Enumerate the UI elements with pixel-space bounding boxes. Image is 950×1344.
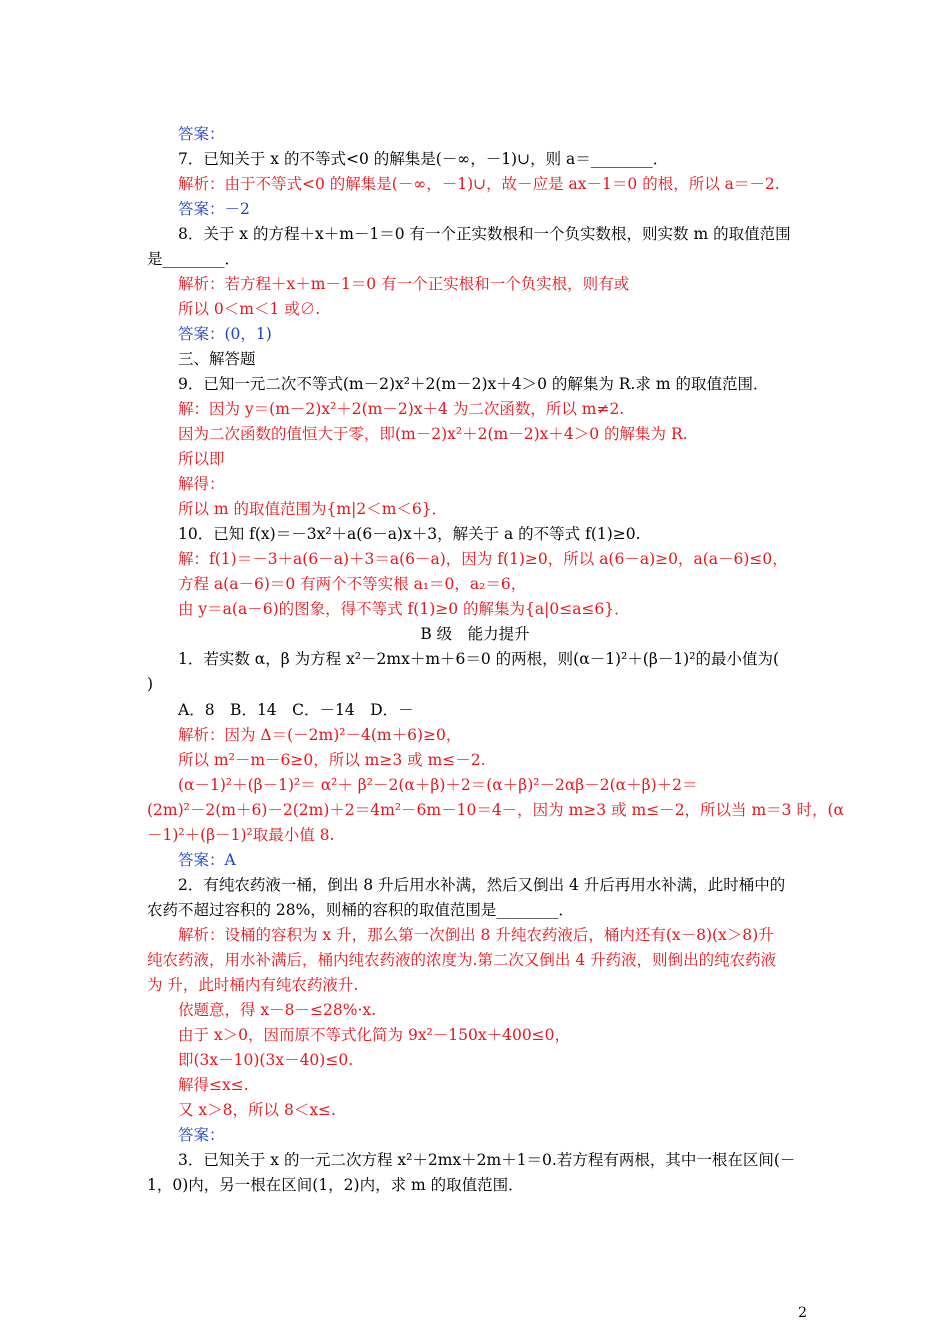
solution-9-line-5: 所以 m 的取值范围为{m|2＜m＜6}． bbox=[178, 500, 448, 518]
analysis-b1-line-1: 解析：因为 Δ＝(－2m)²－4(m＋6)≥0， bbox=[178, 726, 462, 744]
analysis-b2-line-1: 解析：设桶的容积为 x 升，那么第一次倒出 8 升纯农药液后，桶内还有(x－8)(x＞8)升 bbox=[178, 926, 774, 944]
answer-7: 答案：－2 bbox=[178, 200, 250, 218]
analysis-b1-line-5: －1)²＋(β－1)²取最小值 8. bbox=[147, 826, 335, 844]
solution-10-line-3: 由 y＝a(a－6)的图象，得不等式 f(1)≥0 的解集为{a|0≤a≤6}． bbox=[178, 600, 630, 618]
analysis-b2-line-8: 又 x＞8，所以 8＜x≤. bbox=[178, 1101, 336, 1119]
analysis-8-line-2: 所以 0＜m＜1 或∅. bbox=[178, 300, 321, 318]
solution-9-line-1: 解：因为 y＝(m－2)x²＋2(m－2)x＋4 为二次函数，所以 m≠2. bbox=[178, 400, 625, 418]
question-b2-line-2: 农药不超过容积的 28%，则桶的容积的取值范围是________． bbox=[147, 901, 574, 919]
question-8-line-1: 8．关于 x 的方程＋x＋m－1＝0 有一个正实数根和一个负实数根，则实数 m 的取值范围 bbox=[178, 225, 791, 243]
solution-10-line-1: 解：f(1)＝－3＋a(6－a)＋3＝a(6－a)，因为 f(1)≥0，所以 a(6－a)≥0，a(a－6)≤0， bbox=[178, 550, 788, 568]
section-heading-level-b: B 级 能力提升 bbox=[420, 625, 530, 643]
answer-label-6: 答案： bbox=[178, 125, 225, 143]
question-b1-options: A．8 B．14 C．－14 D．－ bbox=[178, 701, 414, 719]
analysis-b2-line-4: 依题意，得 x－8－≤28%·x. bbox=[178, 1001, 377, 1019]
analysis-b1-line-3: (α－1)²＋(β－1)²＝ α²＋ β²－2(α＋β)＋2＝(α＋β)²－2αβ－2(α＋β)＋2＝ bbox=[178, 776, 698, 794]
analysis-b1-line-4: (2m)²－2(m＋6)－2(2m)＋2＝4m²－6m－10＝4－，因为 m≥3 或 m≤－2，所以当 m＝3 时，(α bbox=[147, 801, 844, 819]
analysis-b2-line-6: 即(3x－10)(3x－40)≤0. bbox=[178, 1051, 354, 1069]
solution-10-line-2: 方程 a(a－6)＝0 有两个不等实根 a₁＝0，a₂＝6， bbox=[178, 575, 527, 593]
question-8-line-2: 是________． bbox=[147, 250, 241, 268]
question-b1-line-2: ) bbox=[147, 675, 154, 693]
analysis-7: 解析：由于不等式<0 的解集是(－∞，－1)∪，故－应是 ax－1＝0 的根，所以 a＝－2. bbox=[178, 175, 780, 193]
analysis-b1-line-2: 所以 m²－m－6≥0，所以 m≥3 或 m≤－2. bbox=[178, 751, 486, 769]
answer-b1: 答案：A bbox=[178, 851, 236, 869]
analysis-b2-line-7: 解得≤x≤. bbox=[178, 1076, 249, 1094]
question-b3-line-2: 1，0)内，另一根在区间(1，2)内，求 m 的取值范围． bbox=[147, 1176, 524, 1194]
question-7: 7．已知关于 x 的不等式<0 的解集是(－∞，－1)∪，则 a＝________． bbox=[178, 150, 669, 168]
page-number: 2 bbox=[798, 1305, 807, 1321]
analysis-8-line-1: 解析：若方程＋x＋m－1＝0 有一个正实根和一个负实根，则有或 bbox=[178, 275, 630, 293]
solution-9-line-3: 所以即 bbox=[178, 450, 225, 468]
question-9: 9．已知一元二次不等式(m－2)x²＋2(m－2)x＋4＞0 的解集为 R.求 m 的取值范围． bbox=[178, 375, 769, 393]
question-b2-line-1: 2．有纯农药液一桶，倒出 8 升后用水补满，然后又倒出 4 升后再用水补满，此时桶中的 bbox=[178, 876, 786, 894]
analysis-b2-line-5: 由于 x＞0，因而原不等式化简为 9x²－150x＋400≤0， bbox=[178, 1026, 571, 1044]
analysis-b2-line-2: 纯农药液，用水补满后，桶内纯农药液的浓度为.第二次又倒出 4 升药液，则倒出的纯农药液 bbox=[147, 951, 777, 969]
analysis-b2-line-3: 为 升，此时桶内有纯农药液升. bbox=[147, 976, 359, 994]
question-b3-line-1: 3．已知关于 x 的一元二次方程 x²＋2mx＋2m＋1＝0.若方程有两根，其中一根在区间(－ bbox=[178, 1151, 796, 1169]
solution-9-line-2: 因为二次函数的值恒大于零，即(m－2)x²＋2(m－2)x＋4＞0 的解集为 R. bbox=[178, 425, 688, 443]
solution-9-line-4: 解得： bbox=[178, 475, 225, 493]
answer-b2: 答案： bbox=[178, 1126, 225, 1144]
question-b1-line-1: 1．若实数 α，β 为方程 x²－2mx＋m＋6＝0 的两根，则(α－1)²＋(β－1)²的最小值为( bbox=[178, 650, 779, 668]
question-10: 10．已知 f(x)＝－3x²＋a(6－a)x＋3，解关于 a 的不等式 f(1)≥0. bbox=[178, 525, 641, 543]
answer-8: 答案：(0，1) bbox=[178, 325, 272, 343]
section-heading-solutions: 三、解答题 bbox=[178, 350, 256, 368]
